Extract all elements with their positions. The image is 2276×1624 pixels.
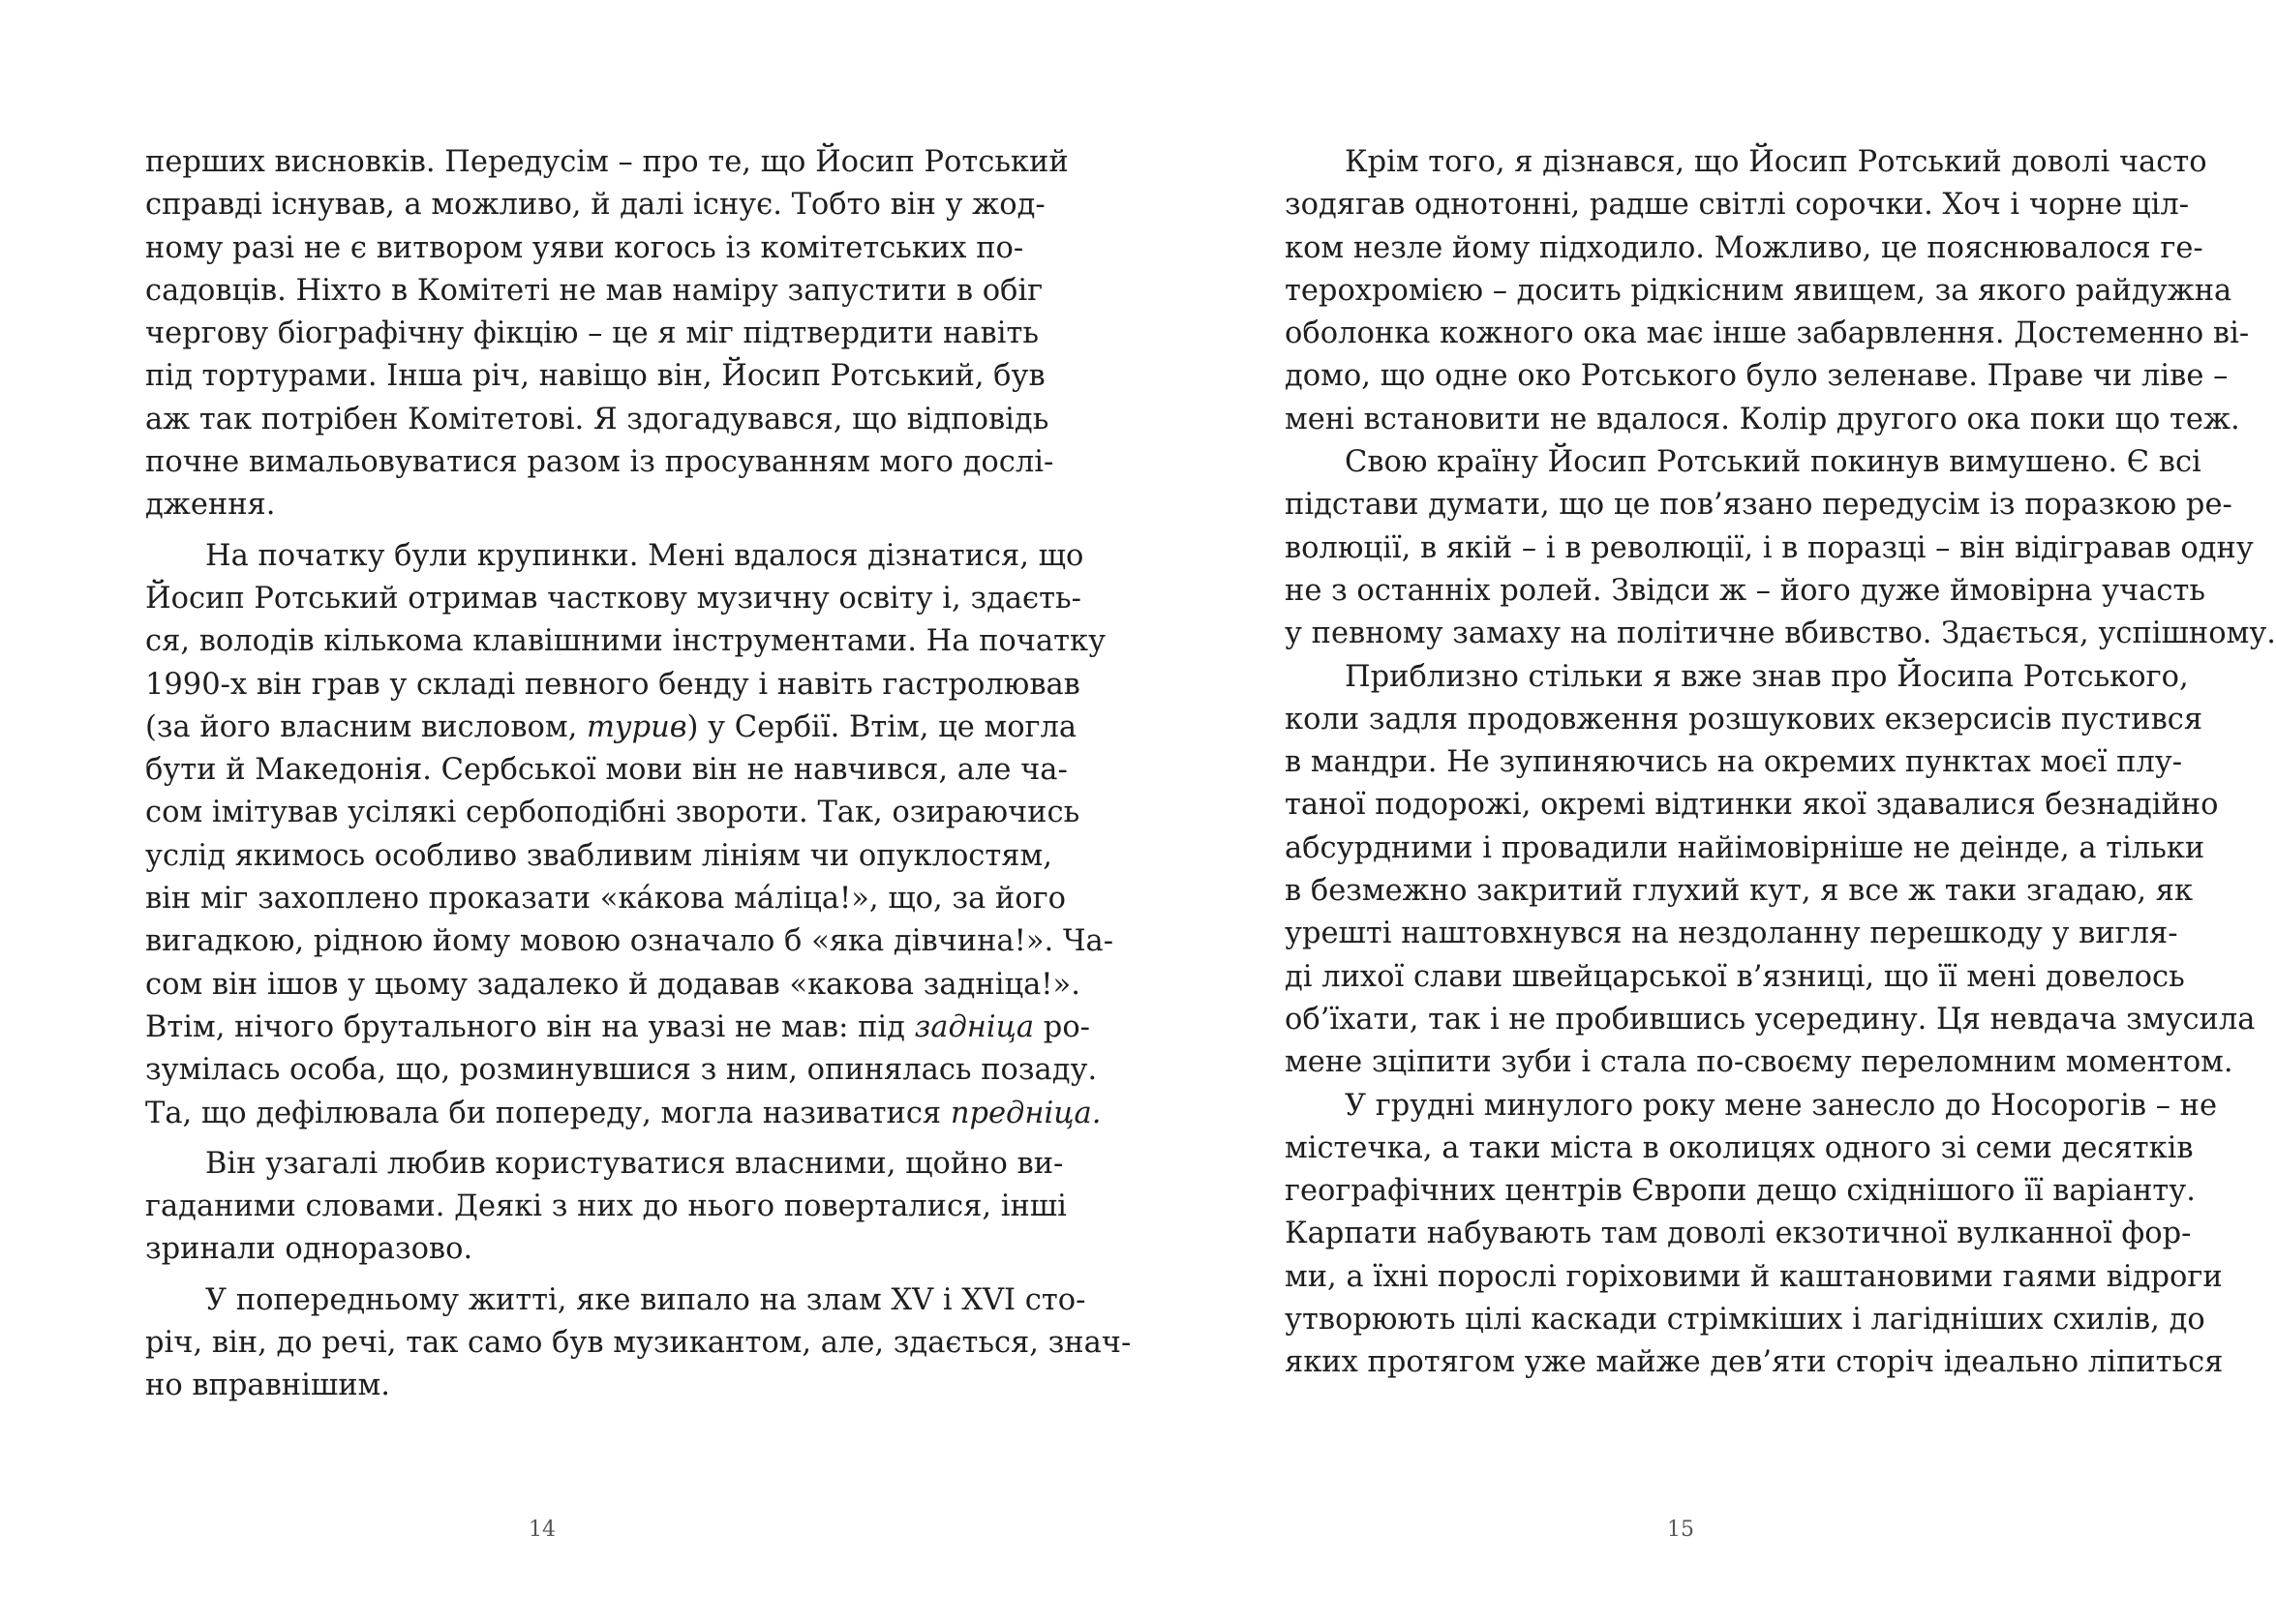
text-line: вигадкою, рідною йому мовою означало б «яка дівчина!». Ча-: [145, 924, 1114, 959]
text-line: У попередньому житті, яке випало на злам XV і XVI сто-: [205, 1282, 1086, 1317]
text-line: мене зціпити зуби і стала по-своєму переломним моментом.: [1285, 1045, 2233, 1080]
text-line: він міг захоплено проказати «ка́кова ма́ліца!», що, за його: [145, 882, 1066, 917]
text-line: під тортурами. Інша річ, навіщо він, Йосип Ротський, був: [145, 359, 1046, 394]
text-line: в мандри. Не зупиняючись на окремих пунктах моєї плу-: [1285, 745, 2183, 780]
text-line: Та, що дефілювала би попереду, могла називатися предніца.: [145, 1096, 1102, 1130]
text-line: (за його власним висловом, турив) у Сербії. Втім, це могла: [145, 709, 1077, 744]
text-line: Приблизно стільки я вже знав про Йосипа Ротського,: [1345, 659, 2189, 694]
text-line: об’їхати, так і не пробившись усередину. Ця невдача змусила: [1285, 1002, 2256, 1037]
left-page-text: [145, 141, 1132, 1408]
text-line: мені встановити не вдалося. Колір другого ока поки що теж.: [1285, 402, 2240, 436]
text-line: 1990-х він грав у складі певного бенду і навіть гастролював: [145, 667, 1080, 702]
text-line: оболонка кожного ока має інше забарвлення. Достеменно ві-: [1285, 316, 2250, 351]
right-page-number: 15: [1667, 1518, 1694, 1542]
text-line: гаданими словами. Деякі з них до нього поверталися, інші: [145, 1189, 1067, 1224]
text-line: аж так потрібен Комітетові. Я здогадувався, що відповідь: [145, 402, 1049, 436]
text-line: Карпати набувають там доволі екзотичної вулканної фор-: [1285, 1217, 2192, 1251]
text-line: бути й Македонія. Сербської мови він не навчився, але ча-: [145, 753, 1068, 788]
text-line: садовців. Ніхто в Комітеті не мав наміру запустити в обіг: [145, 273, 1044, 308]
text-line: в безмежно закритий глухий кут, я все ж таки згадаю, як: [1285, 874, 2194, 909]
text-line: зодягав однотонні, радше світлі сорочки. Хоч і чорне ціл-: [1285, 188, 2190, 223]
text-line: услід якимось особливо звабливим лініям чи опуклостям,: [145, 838, 1052, 873]
text-line: У грудні минулого року мене занесло до Носорогів – не: [1345, 1088, 2218, 1123]
text-line: Йосип Ротський отримав часткову музичну освіту і, здаєть-: [145, 581, 1081, 616]
text-line: терохромією – досить рідкісним явищем, за якого райдужна: [1285, 273, 2232, 308]
text-line: коли задля продовження розшукових екзерсисів пустився: [1285, 702, 2203, 737]
text-line: у певному замаху на політичне вбивство. Здається, успішному.: [1285, 617, 2276, 651]
text-line: містечка, а таки міста в околицях одного зі семи десятків: [1285, 1130, 2194, 1165]
text-line: но вправнішим.: [145, 1368, 390, 1403]
text-line: справді існував, а можливо, й далі існує. Тобто він у жод-: [145, 188, 1046, 223]
text-line: Втім, нічого брутального він на увазі не мав: під задніца ро-: [145, 1009, 1090, 1044]
text-line: таної подорожі, окремі відтинки якої здавалися безнадійно: [1285, 788, 2219, 823]
text-line: зумілась особа, що, розминувшися з ним, опинялась позаду.: [145, 1053, 1098, 1088]
text-line: домо, що одне око Ротського було зеленаве. Праве чи ліве –: [1285, 359, 2229, 394]
text-line: сом імітував усілякі сербоподібні звороти. Так, озираючись: [145, 796, 1080, 830]
text-line: ному разі не є витвором уяви когось із комітетських по-: [145, 230, 1024, 265]
text-line: ми, а їхні порослі горіховими й каштановими гаями відроги: [1285, 1259, 2223, 1294]
text-line: Свою країну Йосип Ротський покинув вимушено. Є всі: [1345, 445, 2201, 480]
text-line: урешті наштовхнувся на нездоланну перешкоду у вигля-: [1285, 917, 2178, 951]
text-line: утворюють цілі каскади стрімкіших і лагідніших схилів, до: [1285, 1303, 2205, 1338]
text-line: перших висновків. Передусім – про те, що Йосип Ротський: [145, 145, 1069, 179]
text-line: На початку були крупинки. Мені вдалося дізнатися, що: [205, 538, 1084, 573]
text-line: яких протягом уже майже дев’яти сторіч ідеально ліпиться: [1285, 1345, 2224, 1380]
text-line: підстави думати, що це пов’язано передусім із поразкою ре-: [1285, 488, 2232, 523]
text-line: дження.: [145, 488, 276, 523]
text-line: географічних центрів Європи дещо східнішого її варіанту.: [1285, 1174, 2196, 1209]
text-line: річ, він, до речі, так само був музикантом, але, здається, знач-: [145, 1326, 1132, 1361]
text-line: абсурдними і провадили найімовірніше не деінде, а тільки: [1285, 830, 2205, 865]
text-line: волюції, в якій – і в революції, і в поразці – він відігравав одну: [1285, 530, 2254, 565]
text-line: не з останніх ролей. Звідси ж – його дуже ймовірна участь: [1285, 573, 2205, 608]
text-line: сом він ішов у цьому задалеко й додавав «какова задніца!».: [145, 967, 1080, 1002]
text-line: почне вимальовуватися разом із просуванням мого дослі-: [145, 445, 1054, 480]
text-line: ді лихої слави швейцарської в’язниці, що її мені довелось: [1285, 959, 2185, 994]
right-page-text: [1285, 141, 2276, 1385]
text-line: чергову біографічну фікцію – це я міг підтвердити навіть: [145, 316, 1039, 351]
text-line: Він узагалі любив користуватися власними, щойно ви-: [205, 1146, 1064, 1181]
text-line: ком незле йому підходило. Можливо, це пояснювалося ге-: [1285, 230, 2203, 265]
left-page-number: 14: [529, 1518, 556, 1542]
text-line: ся, володів кількома клавішними інструментами. На початку: [145, 624, 1107, 659]
text-line: зринали одноразово.: [145, 1232, 473, 1267]
text-line: Крім того, я дізнався, що Йосип Ротський доволі часто: [1345, 145, 2207, 179]
